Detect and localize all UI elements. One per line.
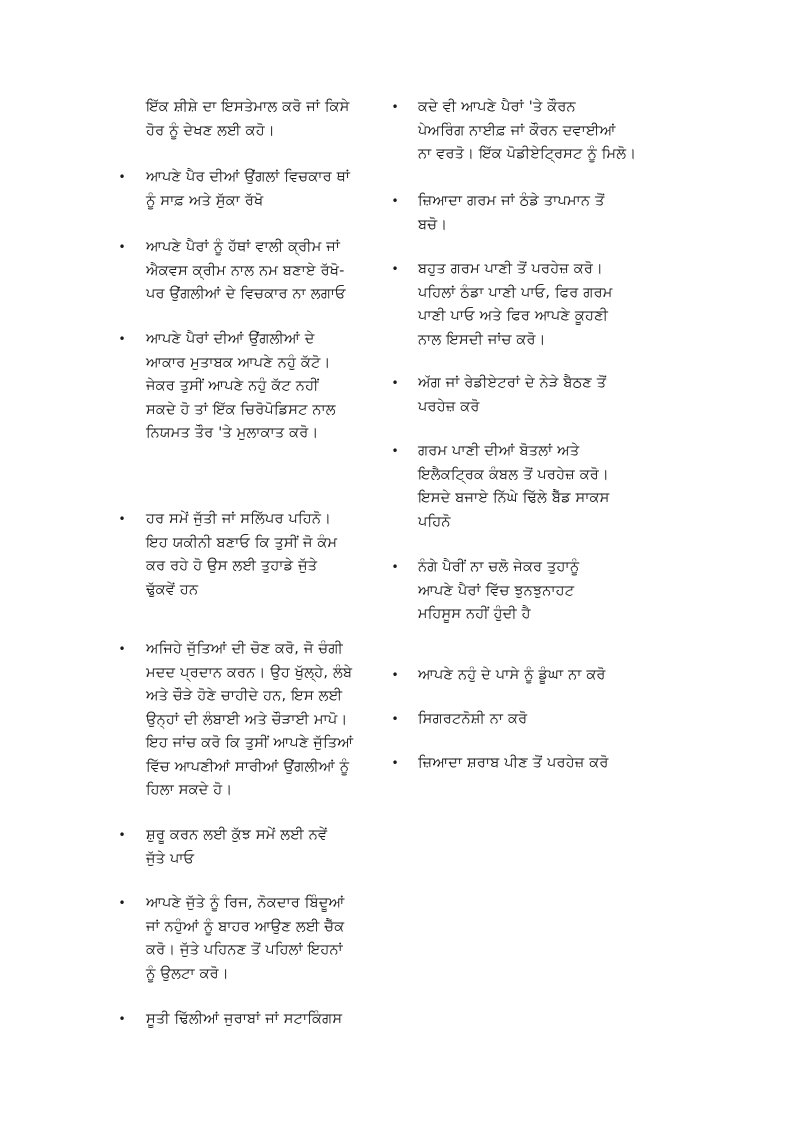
list-item: ਅੱਗ ਜਾਂ ਰੇਡੀਏਟਰਾਂ ਦੇ ਨੇੜੇ ਬੈਠਣ ਤੋਂ ਪਰਹੇਜ਼ ਕਰੋ (418, 375, 607, 415)
bullet-icon: • (118, 896, 126, 910)
list-item: ਸੂਤੀ ਢਿੱਲੀਆਂ ਜੁਰਾਬਾਂ ਜਾਂ ਸਟਾਕਿੰਗਸ (146, 1011, 343, 1027)
list-item: ਗਰਮ ਪਾਣੀ ਦੀਆਂ ਬੋਤਲਾਂ ਅਤੇ ਇਲੈਕਟ੍ਰਿਕ ਕੰਬਲ ਤੋਂ ਪਰਹੇਜ਼ ਕਰੋ। ਇਸਦੇ ਬਜਾਏ ਨਿੱਘੇ ਢਿੱਲੇ ਬੈੱਡ ਸਾਕਸ ਪਹਿਨੋ (418, 443, 610, 530)
bullet-icon: • (391, 262, 399, 276)
bullet-icon: • (118, 240, 126, 254)
list-item: ਕਦੇ ਵੀ ਆਪਣੇ ਪੈਰਾਂ 'ਤੇ ਕੌਰਨ ਪੇਅਰਿੰਗ ਨਾਈਫ਼ ਜਾਂ ਕੌਰਨ ਦਵਾਈਆਂ ਨਾ ਵਰਤੋ। ਇੱਕ ਪੋਡੀਏਟ੍ਰਿਸਟ ਨੂੰ ਮਿਲੋ। (418, 99, 637, 162)
list-item: ਜ਼ਿਆਦਾ ਸ਼ਰਾਬ ਪੀਣ ਤੋਂ ਪਰਹੇਜ਼ ਕਰੋ (418, 755, 609, 771)
bullet-icon: • (391, 194, 399, 208)
bullet-icon: • (118, 332, 126, 346)
list-item: ਬਹੁਤ ਗਰਮ ਪਾਣੀ ਤੋਂ ਪਰਹੇਜ਼ ਕਰੋ। ਪਹਿਲਾਂ ਠੰਡਾ ਪਾਣੀ ਪਾਓ, ਫਿਰ ਗਰਮ ਪਾਣੀ ਪਾਓ ਅਤੇ ਫਿਰ ਆਪਣੇ ਕੂਹਣੀ ਨਾਲ ਇਸਦੀ ਜਾਂਚ ਕਰੋ। (418, 261, 613, 348)
bullet-icon: • (391, 444, 399, 458)
list-item: ਆਪਣੇ ਨਹੁੰ ਦੇ ਪਾਸੇ ਨੂੰ ਡੂੰਘਾ ਨਾ ਕਰੋ (418, 667, 606, 683)
continuation-text: ਇੱਕ ਸ਼ੀਸ਼ੇ ਦਾ ਇਸਤੇਮਾਲ ਕਰੋ ਜਾਂ ਕਿਸੇ ਹੋਰ ਨੂੰ ਦੇਖਣ ਲਈ ਕਹੋ। (146, 99, 350, 139)
bullet-icon: • (118, 642, 126, 656)
bullet-icon: • (391, 560, 399, 574)
list-item: ਸਿਗਰਟਨੋਸ਼ੀ ਨਾ ਕਰੋ (418, 711, 528, 727)
list-item: ਹਰ ਸਮੇਂ ਜੁੱਤੀ ਜਾਂ ਸਲਿੱਪਰ ਪਹਿਨੋ। ਇਹ ਯਕੀਨੀ ਬਣਾਓ ਕਿ ਤੁਸੀਂ ਜੋ ਕੰਮ ਕਰ ਰਹੇ ਹੋ ਉਸ ਲਈ ਤੁਹਾਡੇ ਜੁੱਤੇ ਢੁੱਕਵੇਂ ਹਨ (146, 511, 338, 598)
list-item: ਆਪਣੇ ਪੈਰਾਂ ਦੀਆਂ ਉਂਗਲੀਆਂ ਦੇ ਆਕਾਰ ਮੁਤਾਬਕ ਆਪਣੇ ਨਹੁੰ ਕੱਟੋ। ਜੇਕਰ ਤੁਸੀਂ ਆਪਣੇ ਨਹੁੰ ਕੱਟ ਨਹੀਂ ਸਕਦੇ ਹੋ ਤਾਂ ਇੱਕ ਚਿਰੋਪੋਡਿਸਟ ਨਾਲ ਨਿਯਮਤ ਤੌਰ 'ਤੇ ਮੁਲਾਕਾਤ ਕਰੋ। (146, 331, 336, 441)
bullet-icon: • (118, 828, 126, 842)
bullet-icon: • (391, 100, 399, 114)
bullet-icon: • (391, 756, 399, 770)
list-item: ਜ਼ਿਆਦਾ ਗਰਮ ਜਾਂ ਠੰਡੇ ਤਾਪਮਾਨ ਤੋਂ ਬਚੋ। (418, 193, 605, 233)
list-item: ਨੰਗੇ ਪੈਰੀਂ ਨਾ ਚਲੋ ਜੇਕਰ ਤੁਹਾਨੂੰ ਆਪਣੇ ਪੈਰਾਂ ਵਿੱਚ ਝੁਨਝੁਨਾਹਟ ਮਹਿਸੂਸ ਨਹੀਂ ਹੁੰਦੀ ਹੈ (418, 559, 580, 622)
bullet-icon: • (118, 1012, 126, 1026)
list-item: ਆਪਣੇ ਪੈਰਾਂ ਨੂੰ ਹੱਥਾਂ ਵਾਲੀ ਕ੍ਰੀਮ ਜਾਂ ਐਕਵਸ ਕ੍ਰੀਮ ਨਾਲ ਨਮ ਬਣਾਏ ਰੱਖੋ- ਪਰ ਉਂਗਲੀਆਂ ਦੇ ਵਿਚਕਾਰ ਨਾ ਲਗਾਓ (146, 239, 346, 302)
bullet-icon: • (391, 376, 399, 390)
bullet-icon: • (391, 668, 399, 682)
list-item: ਆਪਣੇ ਪੈਰ ਦੀਆਂ ਉਂਗਲਾਂ ਵਿਚਕਾਰ ਥਾਂ ਨੂੰ ਸਾਫ਼ ਅਤੇ ਸੁੱਕਾ ਰੱਖੋ (146, 169, 351, 209)
list-item: ਸ਼ੁਰੂ ਕਰਨ ਲਈ ਕੁੱਝ ਸਮੇਂ ਲਈ ਨਵੇਂ ਜੁੱਤੇ ਪਾਓ (146, 827, 328, 867)
list-item: ਅਜਿਹੇ ਜੁੱਤਿਆਂ ਦੀ ਚੋਣ ਕਰੋ, ਜੋ ਚੰਗੀ ਮਦਦ ਪ੍ਰਦਾਨ ਕਰਨ। ਉਹ ਖੁੱਲ੍ਹੇ, ਲੰਬੇ ਅਤੇ ਚੌੜੇ ਹੋਣੇ ਚਾਹੀਦੇ ਹਨ, ਇਸ ਲਈ ਉਨ੍ਹਾਂ ਦੀ ਲੰਬਾਈ ਅਤੇ ਚੌੜਾਈ ਮਾਪੋ। ਇਹ ਜਾਂਚ ਕਰੋ ਕਿ ਤੁਸੀਂ ਆਪਣੇ ਜੁੱਤਿਆਂ ਵਿੱਚ ਆਪਣੀਆਂ ਸਾਰੀਆਂ ਉਂਗਲੀਆਂ ਨੂੰ ਹਿਲਾ ਸਕਦੇ ਹੋ। (146, 641, 354, 798)
bullet-icon: • (118, 512, 126, 526)
list-item: ਆਪਣੇ ਜੁੱਤੇ ਨੂੰ ਰਿਜ, ਨੋਕਦਾਰ ਬਿੰਦੂਆਂ ਜਾਂ ਨਹੁੰਆਂ ਨੂੰ ਬਾਹਰ ਆਉਣ ਲਈ ਚੈੱਕ ਕਰੋ। ਜੁੱਤੇ ਪਹਿਨਣ ਤੋਂ ਪਹਿਲਾਂ ਇਹਨਾਂ ਨੂੰ ਉਲਟਾ ਕਰੋ। (146, 895, 345, 982)
bullet-icon: • (118, 170, 126, 184)
bullet-icon: • (391, 712, 399, 726)
